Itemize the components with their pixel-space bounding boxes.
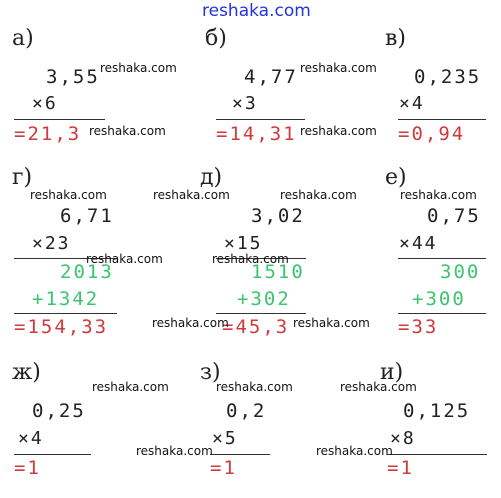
zh-result: =1 <box>14 457 41 479</box>
zh-rule <box>14 454 91 455</box>
z-result: =1 <box>210 457 237 479</box>
site-title[interactable]: reshaka.com <box>202 1 311 21</box>
g-multiplier: ×23 <box>32 233 71 254</box>
e-rule <box>398 258 486 259</box>
v-multiplier: ×4 <box>399 93 425 114</box>
zh-top-number: 0,25 <box>32 400 86 422</box>
watermark: reshaka.com <box>300 61 377 75</box>
label-zh: ж) <box>12 360 41 385</box>
label-e: е) <box>385 165 407 190</box>
b-multiplier: ×3 <box>232 93 258 114</box>
a-multiplier: ×6 <box>32 93 58 114</box>
e-result: =33 <box>398 316 439 338</box>
d-partial-1: 1510 <box>251 261 305 283</box>
i-top-number: 0,125 <box>403 400 471 422</box>
a-top-number: 3,55 <box>46 66 100 88</box>
watermark: reshaka.com <box>92 380 169 394</box>
d-multiplier: ×15 <box>224 233 263 254</box>
label-g: г) <box>12 165 33 190</box>
a-rule <box>14 119 105 120</box>
d-partial-2: +302 <box>237 288 291 310</box>
g-result: =154,33 <box>14 316 109 338</box>
watermark: reshaka.com <box>86 252 163 266</box>
g-top-number: 6,71 <box>60 205 114 227</box>
watermark: reshaka.com <box>136 444 213 458</box>
watermark: reshaka.com <box>153 188 230 202</box>
b-result: =14,31 <box>216 123 297 145</box>
label-v: в) <box>385 26 406 51</box>
watermark: reshaka.com <box>340 380 417 394</box>
g-partial-2: +1342 <box>32 288 100 310</box>
label-a: а) <box>12 26 34 51</box>
e-rule-2 <box>398 313 486 314</box>
i-result: =1 <box>387 457 414 479</box>
i-multiplier: ×8 <box>390 428 416 449</box>
d-rule-2 <box>216 313 306 314</box>
watermark: reshaka.com <box>30 188 107 202</box>
z-multiplier: ×5 <box>212 428 238 449</box>
label-d: д) <box>200 165 223 190</box>
watermark: reshaka.com <box>152 316 229 330</box>
b-top-number: 4,77 <box>244 66 298 88</box>
zh-multiplier: ×4 <box>18 428 44 449</box>
g-rule-2 <box>14 313 117 314</box>
i-rule <box>387 454 487 455</box>
z-rule <box>210 454 270 455</box>
watermark: reshaka.com <box>293 316 370 330</box>
e-multiplier: ×44 <box>399 233 438 254</box>
label-b: б) <box>205 26 227 51</box>
e-top-number: 0,75 <box>427 205 481 227</box>
watermark: reshaka.com <box>216 380 293 394</box>
watermark: reshaka.com <box>400 188 477 202</box>
e-partial-2: +300 <box>412 288 466 310</box>
watermark: reshaka.com <box>89 124 166 138</box>
v-top-number: 0,235 <box>414 66 482 88</box>
watermark: reshaka.com <box>280 188 357 202</box>
z-top-number: 0,2 <box>226 400 267 422</box>
b-rule <box>216 119 305 120</box>
watermark: reshaka.com <box>100 61 177 75</box>
g-partial-1: 2013 <box>60 261 114 283</box>
label-i: и) <box>380 360 404 385</box>
d-result: =45,3 <box>222 316 290 338</box>
d-top-number: 3,02 <box>251 205 305 227</box>
watermark: reshaka.com <box>300 124 377 138</box>
v-rule <box>398 119 486 120</box>
watermark: reshaka.com <box>316 444 393 458</box>
e-partial-1: 300 <box>440 261 481 283</box>
label-z: з) <box>200 360 221 385</box>
watermark: reshaka.com <box>212 252 289 266</box>
v-result: =0,94 <box>398 123 466 145</box>
a-result: =21,3 <box>14 123 82 145</box>
